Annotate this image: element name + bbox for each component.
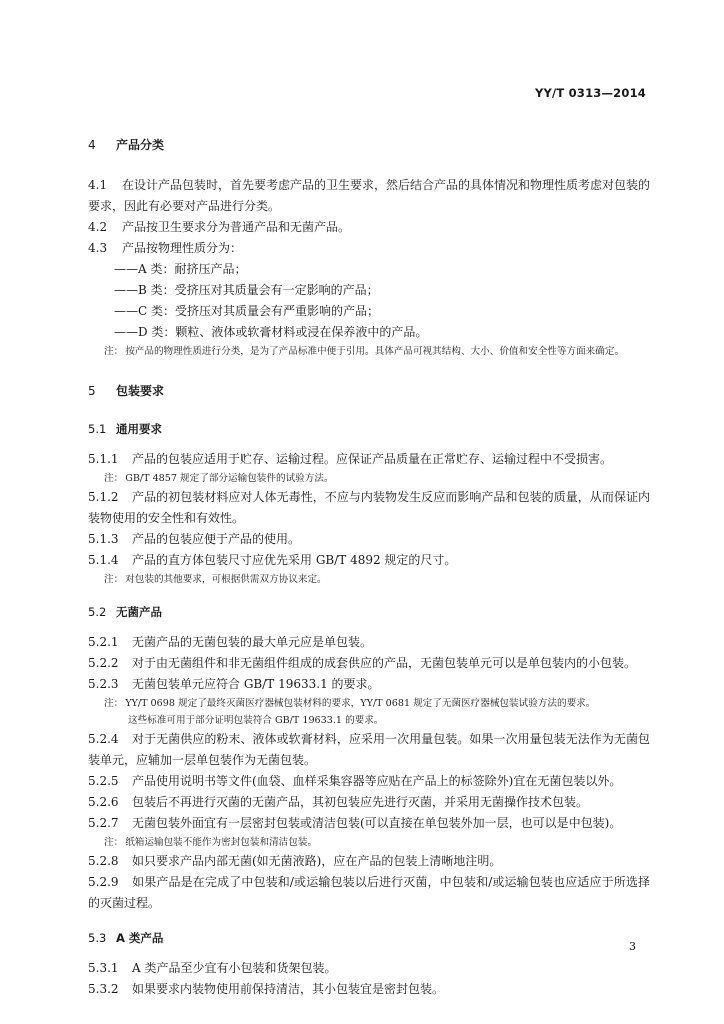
note-label: 注： (104, 837, 124, 848)
section-5-heading (88, 382, 650, 399)
document-body (88, 136, 650, 1000)
clause-text: A 类产品至少宜有小包装和货架包装。 (132, 961, 337, 975)
page-number: 3 (629, 940, 636, 953)
clause-5-2-6 (88, 792, 650, 813)
clause-number: 5.1.3 (88, 532, 119, 546)
clause-5-1-1 (88, 449, 650, 470)
note-text: 纸箱运输包装不能作为密封包装和清洁包装。 (125, 837, 318, 848)
clause-number: 4.3 (88, 241, 108, 255)
clause-5-2-9 (88, 872, 650, 914)
note-5-1-4 (104, 571, 650, 588)
standard-code: YY/T 0313—2014 (534, 86, 646, 100)
clause-5-2-5 (88, 771, 650, 792)
note-5-2-3-continued: 这些标准可用于部分证明包装符合 GB/T 19633.1 的要求。 (128, 715, 384, 726)
clause-number: 5.2.8 (88, 854, 119, 868)
clause-5-3-1 (88, 958, 650, 979)
subsection-number: 5.3 (88, 931, 107, 945)
subsection-title: A 类产品 (116, 931, 164, 945)
clause-5-2-7 (88, 813, 650, 834)
subsection-5-1-heading (88, 421, 650, 437)
note-label: 注： (104, 473, 124, 484)
clause-text: 对于无菌供应的粉末、液体或软膏材料，应采用一次用量包装。如果一次用量包装无法作为无菌包装单元，应辅加一层单包装作为无菌包装。 (88, 732, 650, 767)
note-label: 注： (104, 574, 124, 585)
clause-4-3 (88, 238, 650, 259)
clause-5-2-8 (88, 851, 650, 872)
clause-5-2-3 (88, 674, 650, 695)
section-title: 包装要求 (116, 384, 165, 398)
clause-4-2 (88, 217, 650, 238)
list-item-c: ——C 类：受挤压对其质量会有严重影响的产品； (114, 304, 379, 318)
note-5-2-7 (104, 834, 650, 851)
clause-number: 5.2.5 (88, 774, 119, 788)
note-text: 对包装的其他要求，可根据供需双方协议来定。 (125, 574, 327, 585)
clause-number: 5.1.4 (88, 553, 119, 567)
clause-text: 产品的包装应适用于贮存、运输过程。应保证产品质量在正常贮存、运输过程中不受损害。 (132, 452, 613, 466)
subsection-5-2-heading (88, 604, 650, 620)
subsection-title: 无菌产品 (116, 605, 162, 619)
clause-5-3-2 (88, 979, 650, 1000)
subsection-number: 5.1 (88, 422, 107, 436)
subsection-number: 5.2 (88, 605, 107, 619)
clause-5-1-4 (88, 550, 650, 571)
subsection-title: 通用要求 (116, 422, 162, 436)
clause-text: 产品的直方体包装尺寸应优先采用 GB/T 4892 规定的尺寸。 (132, 553, 457, 567)
section-4-heading (88, 136, 650, 153)
note-label: 注： (104, 698, 124, 709)
clause-text: 如果产品是在完成了中包装和/或运输包装以后进行灭菌，中包装和/或运输包装也应适应于所选择的灭菌过程。 (88, 875, 650, 910)
clause-text: 包装后不再进行灭菌的无菌产品，其初包装应先进行灭菌，并采用无菌操作技术包装。 (132, 795, 589, 809)
section-number: 4 (88, 138, 96, 152)
subsection-5-3-heading (88, 930, 650, 946)
list-item-a: ——A 类：耐挤压产品； (114, 262, 247, 276)
clause-number: 5.2.9 (88, 875, 119, 889)
note-text: YY/T 0698 规定了最终灭菌医疗器械包装材料的要求，YY/T 0681 规定了无菌医疗器械包装试验方法的要求。 (125, 698, 596, 709)
clause-number: 5.2.2 (88, 656, 119, 670)
note-label: 注： (104, 346, 124, 357)
clause-text: 产品的初包装材料应对人体无毒性，不应与内装物发生反应而影响产品和包装的质量，从而保证内装物使用的安全性和有效性。 (88, 490, 650, 525)
clause-number: 5.2.1 (88, 635, 119, 649)
clause-text: 无菌包装外面宜有一层密封包装或清洁包装(可以直接在单包装外加一层，也可以是中包装)。 (132, 816, 622, 830)
clause-text: 如果要求内装物使用前保持清洁，其小包装宜是密封包装。 (132, 982, 445, 996)
note-5-2-3 (104, 695, 650, 712)
clause-number: 5.2.3 (88, 677, 119, 691)
clause-text: 产品的包装应便于产品的使用。 (132, 532, 301, 546)
note-text: 按产品的物理性质进行分类，是为了产品标准中便于引用。具体产品可视其结构、大小、价值和安全性等方面来确定。 (125, 346, 625, 357)
clause-number: 5.3.2 (88, 982, 119, 996)
clause-number: 4.1 (88, 178, 108, 192)
note-text: GB/T 4857 规定了部分运输包装件的试验方法。 (125, 473, 334, 484)
clause-number: 5.3.1 (88, 961, 119, 975)
clause-4-1 (88, 175, 650, 217)
clause-text: 如只要求产品内部无菌(如无菌液路)，应在产品的包装上清晰地注明。 (132, 854, 502, 868)
clause-text: 在设计产品包装时，首先要考虑产品的卫生要求，然后结合产品的具体情况和物理性质考虑对包装的要求，因此有必要对产品进行分类。 (88, 178, 651, 213)
clause-5-2-2 (88, 653, 650, 674)
list-item-d: ——D 类：颗粒、液体或软膏材料或浸在保养液中的产品。 (114, 325, 428, 339)
clause-text: 对于由无菌组件和非无菌组件组成的成套供应的产品，无菌包装单元可以是单包装内的小包装。 (132, 656, 637, 670)
clause-5-2-4 (88, 729, 650, 771)
clause-text: 产品按物理性质分为： (122, 241, 243, 255)
clause-number: 5.2.6 (88, 795, 119, 809)
note-4-3 (104, 343, 650, 360)
clause-number: 5.2.7 (88, 816, 119, 830)
section-number: 5 (88, 384, 96, 398)
clause-5-1-2 (88, 487, 650, 529)
clause-number: 5.2.4 (88, 732, 119, 746)
clause-number: 5.1.2 (88, 490, 119, 504)
clause-5-2-1 (88, 632, 650, 653)
clause-number: 4.2 (88, 220, 108, 234)
clause-number: 5.1.1 (88, 452, 119, 466)
clause-text: 无菌包装单元应符合 GB/T 19633.1 的要求。 (132, 677, 380, 691)
clause-text: 产品按卫生要求分为普通产品和无菌产品。 (122, 220, 351, 234)
clause-text: 产品使用说明书等文件(血袋、血样采集容器等应贴在产品上的标签除外)宜在无菌包装以外。 (132, 774, 622, 788)
clause-text: 无菌产品的无菌包装的最大单元应是单包装。 (132, 635, 373, 649)
clause-5-1-3 (88, 529, 650, 550)
list-item-b: ——B 类：受挤压对其质量会有一定影响的产品； (114, 283, 379, 297)
note-5-1-1 (104, 470, 650, 487)
section-title: 产品分类 (116, 138, 165, 152)
